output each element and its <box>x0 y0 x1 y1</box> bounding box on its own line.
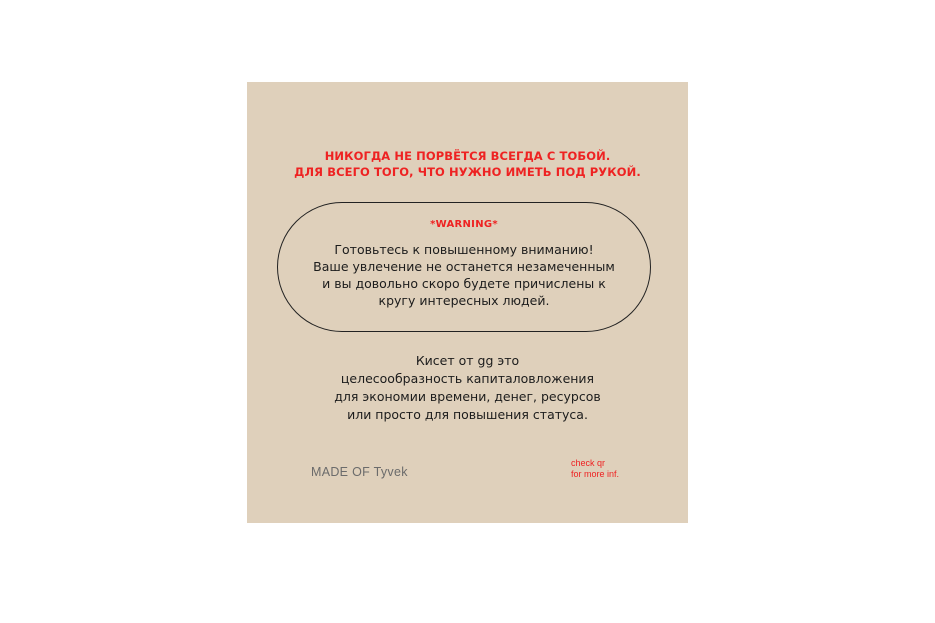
warning-text <box>278 241 650 309</box>
headline-line-1: НИКОГДА НЕ ПОРВЁТСЯ ВСЕГДА С ТОБОЙ. <box>324 149 611 163</box>
warning-line: и вы довольно скоро будете причислены к <box>322 276 606 291</box>
product-card <box>247 82 688 523</box>
description-line: Кисет от gg это <box>415 353 520 368</box>
qr-note-line-2: for more inf. <box>571 469 620 479</box>
qr-note-line-1: check qr <box>571 458 606 468</box>
material-label: MADE OF Tyvek <box>311 465 408 479</box>
description-line: целесообразность капиталовложения <box>340 371 595 386</box>
description-line: или просто для повышения статуса. <box>347 407 588 422</box>
headline <box>247 148 688 180</box>
warning-box <box>277 202 651 332</box>
qr-note <box>571 458 619 480</box>
headline-line-2: ДЛЯ ВСЕГО ТОГО, ЧТО НУЖНО ИМЕТЬ ПОД РУКОЙ. <box>294 165 641 179</box>
warning-line: Ваше увлечение не останется незамеченным <box>313 259 615 274</box>
warning-title: *WARNING* <box>430 219 498 230</box>
description-text <box>247 352 688 424</box>
warning-line: Готовьтесь к повышенному вниманию! <box>334 242 594 257</box>
description-line: для экономии времени, денег, ресурсов <box>334 389 601 404</box>
warning-line: кругу интересных людей. <box>378 293 550 308</box>
